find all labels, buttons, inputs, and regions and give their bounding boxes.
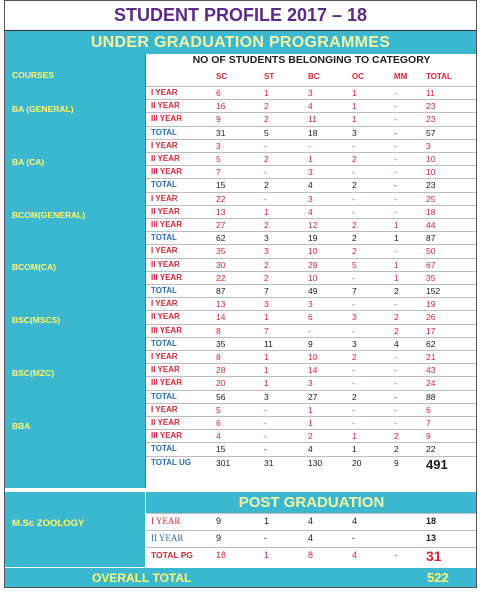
page-title: STUDENT PROFILE 2017 – 18 — [4, 0, 477, 32]
cell-bc: 3 — [308, 88, 313, 98]
cell-sc: 20 — [216, 378, 226, 389]
cell-sc: 13 — [216, 299, 226, 310]
cell-mm: - — [394, 418, 397, 428]
table-row — [146, 126, 477, 139]
cell-sc: 7 — [216, 167, 221, 178]
column-header-oc: OC — [352, 72, 364, 81]
cell-total: 17 — [426, 325, 436, 336]
cell-st: - — [264, 418, 267, 428]
row-label: TOTAL — [151, 180, 177, 190]
cell-total: 10 — [426, 167, 436, 178]
cell-st: 2 — [264, 220, 269, 230]
cell-oc: 1 — [352, 101, 357, 112]
pg-cell-oc: 4 — [352, 550, 358, 560]
cell-st: 1 — [264, 88, 269, 98]
cell-total: 23 — [426, 114, 436, 125]
pg-row-label: TOTAL PG — [151, 550, 194, 560]
row-label: III YEAR — [151, 272, 182, 282]
cell-st: - — [264, 404, 267, 415]
cell-oc: 2 — [352, 180, 357, 191]
cell-mm: - — [394, 378, 397, 389]
cell-total: 87 — [426, 233, 436, 244]
pg-cell-sc: 9 — [216, 516, 222, 526]
cell-st: - — [264, 193, 267, 204]
cell-st: 1 — [264, 312, 269, 323]
pg-table-row — [146, 513, 477, 530]
cell-mm: - — [394, 127, 397, 138]
pg-row-label: I YEAR — [151, 516, 181, 526]
cell-mm: 2 — [394, 286, 399, 296]
pg-cell-mm: - — [394, 550, 397, 560]
cell-total: 18 — [426, 206, 436, 217]
cell-sc: 9 — [216, 114, 221, 125]
cell-bc: 4 — [308, 180, 313, 191]
cell-sc: 8 — [216, 325, 221, 336]
courses-label: COURSES — [12, 70, 55, 80]
table-row — [146, 192, 477, 205]
cell-mm: - — [394, 365, 397, 376]
pg-cell-st: 1 — [264, 516, 270, 526]
cell-oc: 5 — [352, 259, 357, 270]
cell-total: 67 — [426, 259, 436, 270]
pg-cell-total: 18 — [426, 516, 437, 526]
cell-oc: - — [352, 272, 355, 283]
pg-cell-sc: 18 — [216, 550, 227, 560]
row-label: II YEAR — [151, 365, 180, 375]
cell-total: 23 — [426, 101, 436, 112]
cell-st: 2 — [264, 180, 269, 191]
cell-oc: 2 — [352, 233, 357, 244]
cell-mm: - — [394, 88, 397, 98]
table-row — [146, 390, 477, 403]
total-ug-label: TOTAL UG — [151, 457, 191, 467]
student-profile-sheet — [4, 0, 477, 612]
table-row — [146, 429, 477, 442]
pg-course-name: M.Sc ZOOLOGY — [12, 518, 85, 529]
row-label: III YEAR — [151, 431, 182, 441]
cell-bc: 4 — [308, 444, 313, 455]
row-label: TOTAL — [151, 127, 177, 137]
table-row — [146, 139, 477, 152]
cell-mm: - — [394, 101, 397, 112]
table-row — [146, 152, 477, 165]
cell-st: 1 — [264, 206, 269, 217]
cell-st: 2 — [264, 272, 269, 283]
cell-total: 24 — [426, 378, 436, 389]
cell-st: - — [264, 444, 267, 455]
total-ug-st: 31 — [264, 457, 274, 468]
row-label: III YEAR — [151, 325, 182, 335]
cell-oc: 1 — [352, 431, 357, 442]
cell-st: 2 — [264, 101, 269, 112]
cell-sc: 87 — [216, 286, 226, 296]
pg-cell-bc: 4 — [308, 516, 314, 526]
column-header-row — [146, 70, 477, 86]
pg-cell-total: 13 — [426, 533, 437, 543]
cell-mm: - — [394, 404, 397, 415]
cell-oc: 1 — [352, 114, 357, 125]
cell-mm: - — [394, 154, 397, 164]
cell-bc: 27 — [308, 391, 318, 402]
cell-bc: 1 — [308, 418, 313, 428]
cell-sc: 6 — [216, 418, 221, 428]
cell-total: 9 — [426, 431, 431, 442]
cell-sc: 22 — [216, 272, 226, 283]
cell-mm: 1 — [394, 259, 399, 270]
cell-mm: 2 — [394, 312, 399, 323]
cell-sc: 28 — [216, 365, 226, 376]
cell-oc: 7 — [352, 286, 357, 296]
column-header-total: TOTAL — [426, 72, 452, 81]
cell-total: 152 — [426, 286, 441, 296]
row-label: TOTAL — [151, 286, 177, 295]
cell-total: 11 — [426, 88, 435, 98]
cell-sc: 56 — [216, 391, 226, 402]
cell-mm: 2 — [394, 325, 399, 336]
table-row — [146, 337, 477, 350]
table-row — [146, 416, 477, 429]
total-ug-row — [146, 456, 477, 474]
cell-sc: 13 — [216, 206, 226, 217]
cell-st: 5 — [264, 127, 269, 138]
cell-total: 44 — [426, 220, 436, 230]
cell-bc: - — [308, 325, 311, 336]
cell-bc: 19 — [308, 233, 318, 244]
overall-total-row — [4, 568, 477, 588]
cell-bc: 10 — [308, 246, 318, 257]
cell-sc: 35 — [216, 338, 226, 349]
row-label: II YEAR — [151, 418, 180, 427]
row-label: III YEAR — [151, 114, 182, 124]
cell-sc: 14 — [216, 312, 226, 323]
pg-cell-oc: - — [352, 533, 355, 543]
column-header-mm: MM — [394, 72, 408, 81]
cell-bc: 49 — [308, 286, 318, 296]
cell-oc: - — [352, 299, 355, 310]
row-label: TOTAL — [151, 444, 177, 454]
cell-st: 2 — [264, 114, 269, 125]
cell-bc: 10 — [308, 272, 318, 283]
cell-bc: 6 — [308, 312, 313, 323]
cell-total: 43 — [426, 365, 436, 376]
column-header-bc: BC — [308, 72, 320, 81]
column-header-st: ST — [264, 72, 275, 81]
row-label: III YEAR — [151, 378, 182, 388]
pg-cell-total: 31 — [426, 548, 442, 564]
cell-st: 2 — [264, 259, 269, 270]
row-label: III YEAR — [151, 167, 182, 177]
table-row — [146, 178, 477, 191]
cell-st: 2 — [264, 154, 269, 164]
cell-mm: 2 — [394, 444, 399, 455]
cell-oc: 2 — [352, 246, 357, 257]
cell-total: 19 — [426, 299, 436, 310]
cell-oc: 2 — [352, 220, 357, 230]
cell-sc: 5 — [216, 154, 221, 164]
cell-mm: - — [394, 193, 397, 204]
row-label: II YEAR — [151, 259, 180, 269]
cell-st: 3 — [264, 391, 269, 402]
table-row — [146, 205, 477, 218]
cell-bc: 3 — [308, 299, 313, 310]
cell-sc: 8 — [216, 352, 221, 362]
cell-total: 3 — [426, 140, 431, 151]
cell-st: 3 — [264, 299, 269, 310]
cell-oc: - — [352, 140, 355, 151]
cell-total: 35 — [426, 272, 436, 283]
cell-st: 3 — [264, 246, 269, 257]
cell-bc: 1 — [308, 404, 313, 415]
cell-st: 1 — [264, 378, 269, 389]
category-heading: NO OF STUDENTS BELONGING TO CATEGORY — [146, 54, 477, 70]
pg-table-row — [146, 530, 477, 547]
cell-oc: - — [352, 193, 355, 204]
cell-bc: 10 — [308, 352, 318, 362]
table-row — [146, 218, 477, 231]
total-ug-total: 491 — [426, 456, 448, 472]
row-label: II YEAR — [151, 101, 180, 111]
cell-st: 1 — [264, 365, 269, 376]
cell-sc: 6 — [216, 88, 221, 98]
cell-oc: 3 — [352, 338, 357, 349]
table-row — [146, 350, 477, 363]
pg-cell-sc: 9 — [216, 533, 222, 543]
row-label: I YEAR — [151, 404, 178, 414]
course-name: BA (GENERAL) — [12, 104, 74, 114]
table-row — [146, 324, 477, 337]
cell-sc: 3 — [216, 140, 221, 151]
row-label: I YEAR — [151, 140, 178, 150]
cell-bc: 4 — [308, 206, 313, 217]
cell-bc: 1 — [308, 154, 313, 164]
cell-total: 62 — [426, 338, 436, 349]
cell-bc: 11 — [308, 114, 317, 125]
pg-cell-st: - — [264, 533, 267, 543]
row-label: II YEAR — [151, 206, 180, 216]
row-label: I YEAR — [151, 88, 178, 97]
cell-mm: - — [394, 352, 397, 362]
overall-total-value: 522 — [427, 570, 449, 585]
cell-sc: 16 — [216, 101, 226, 112]
cell-sc: 5 — [216, 404, 221, 415]
cell-bc: 18 — [308, 127, 318, 138]
row-label: II YEAR — [151, 154, 180, 163]
pg-course-column — [4, 492, 145, 567]
course-name: BA (CA) — [12, 156, 45, 167]
row-label: I YEAR — [151, 193, 178, 203]
row-label: I YEAR — [151, 246, 178, 256]
table-row — [146, 297, 477, 310]
pg-cell-oc: 4 — [352, 516, 358, 526]
cell-mm: 1 — [394, 272, 399, 283]
course-name: BCOM(CA) — [12, 262, 56, 273]
cell-mm: 4 — [394, 338, 399, 349]
cell-bc: 3 — [308, 193, 313, 204]
pg-cell-st: 1 — [264, 550, 270, 560]
pg-table-row — [146, 547, 477, 564]
total-ug-sc: 301 — [216, 457, 231, 468]
pg-cell-bc: 8 — [308, 550, 314, 560]
cell-mm: 1 — [394, 220, 399, 230]
course-name: BSC(MSCS) — [12, 315, 61, 326]
cell-st: - — [264, 431, 267, 442]
cell-bc: 9 — [308, 338, 313, 349]
cell-total: 7 — [426, 418, 431, 428]
pg-row-label: II YEAR — [151, 533, 184, 543]
cell-sc: 15 — [216, 444, 226, 455]
cell-bc: 2 — [308, 431, 313, 442]
cell-st: 11 — [264, 338, 273, 349]
course-name: BSC(MZC) — [12, 368, 55, 378]
row-label: II YEAR — [151, 312, 180, 322]
cell-sc: 4 — [216, 431, 221, 442]
cell-oc: - — [352, 325, 355, 336]
cell-sc: 27 — [216, 220, 226, 230]
table-row — [146, 86, 477, 99]
cell-st: 7 — [264, 325, 269, 336]
cell-mm: 2 — [394, 431, 399, 442]
courses-column — [4, 54, 146, 488]
course-name: BBA — [12, 420, 31, 431]
cell-total: 26 — [426, 312, 436, 323]
cell-oc: 2 — [352, 154, 357, 164]
cell-oc: 3 — [352, 127, 357, 138]
table-row — [146, 403, 477, 416]
cell-st: 3 — [264, 233, 269, 244]
cell-mm: - — [394, 180, 397, 191]
table-row — [146, 165, 477, 178]
table-row — [146, 310, 477, 323]
cell-oc: - — [352, 404, 355, 415]
total-ug-mm: 9 — [394, 457, 399, 468]
cell-sc: 62 — [216, 233, 226, 244]
table-row — [146, 363, 477, 376]
cell-total: 6 — [426, 404, 431, 415]
cell-sc: 30 — [216, 259, 226, 270]
row-label: I YEAR — [151, 299, 178, 309]
cell-st: 1 — [264, 352, 269, 362]
row-label: TOTAL — [151, 391, 177, 401]
cell-sc: 22 — [216, 193, 226, 204]
row-label: TOTAL — [151, 233, 177, 243]
cell-total: 25 — [426, 193, 436, 204]
cell-mm: - — [394, 167, 397, 178]
cell-st: - — [264, 167, 267, 178]
cell-total: 21 — [426, 352, 436, 362]
cell-oc: - — [352, 206, 355, 217]
table-row — [146, 284, 477, 297]
cell-total: 88 — [426, 391, 436, 402]
cell-mm: - — [394, 391, 397, 402]
cell-total: 50 — [426, 246, 436, 257]
cell-oc: 1 — [352, 88, 357, 98]
cell-oc: 3 — [352, 312, 357, 323]
table-row — [146, 258, 477, 271]
overall-total-label: OVERALL TOTAL — [92, 571, 192, 585]
table-row — [146, 271, 477, 284]
cell-sc: 35 — [216, 246, 226, 257]
cell-oc: - — [352, 378, 355, 389]
cell-oc: - — [352, 418, 355, 428]
cell-total: 57 — [426, 127, 436, 138]
cell-bc: 12 — [308, 220, 318, 230]
ug-heading: UNDER GRADUATION PROGRAMMES — [4, 31, 477, 54]
cell-oc: - — [352, 365, 355, 376]
cell-mm: - — [394, 299, 397, 310]
pg-cell-bc: 4 — [308, 533, 314, 543]
cell-st: - — [264, 140, 267, 151]
table-row — [146, 112, 477, 125]
cell-mm: 1 — [394, 233, 399, 244]
cell-mm: - — [394, 140, 397, 151]
total-ug-bc: 130 — [308, 457, 323, 468]
cell-bc: - — [308, 140, 311, 151]
row-label: I YEAR — [151, 352, 178, 361]
cell-bc: 29 — [308, 259, 318, 270]
pg-heading: POST GRADUATION — [146, 492, 477, 513]
cell-sc: 15 — [216, 180, 226, 191]
row-label: III YEAR — [151, 220, 182, 229]
cell-oc: 1 — [352, 444, 357, 455]
table-row — [146, 442, 477, 455]
cell-oc: 2 — [352, 391, 357, 402]
row-label: TOTAL — [151, 338, 177, 348]
cell-bc: 3 — [308, 378, 313, 389]
cell-oc: - — [352, 167, 355, 178]
cell-mm: - — [394, 206, 397, 217]
course-name: BCOM(GENERAL) — [12, 209, 86, 220]
cell-total: 10 — [426, 154, 436, 164]
total-ug-oc: 20 — [352, 457, 362, 468]
table-row — [146, 231, 477, 244]
table-row — [146, 244, 477, 257]
cell-mm: - — [394, 246, 397, 257]
cell-st: 7 — [264, 286, 269, 296]
cell-total: 23 — [426, 180, 436, 191]
cell-bc: 4 — [308, 101, 313, 112]
table-row — [146, 376, 477, 389]
column-header-sc: SC — [216, 72, 228, 81]
cell-bc: 3 — [308, 167, 313, 178]
cell-mm: - — [394, 114, 397, 125]
table-row — [146, 99, 477, 112]
cell-sc: 31 — [216, 127, 226, 138]
cell-total: 22 — [426, 444, 436, 455]
cell-oc: 2 — [352, 352, 357, 362]
cell-bc: 14 — [308, 365, 318, 376]
